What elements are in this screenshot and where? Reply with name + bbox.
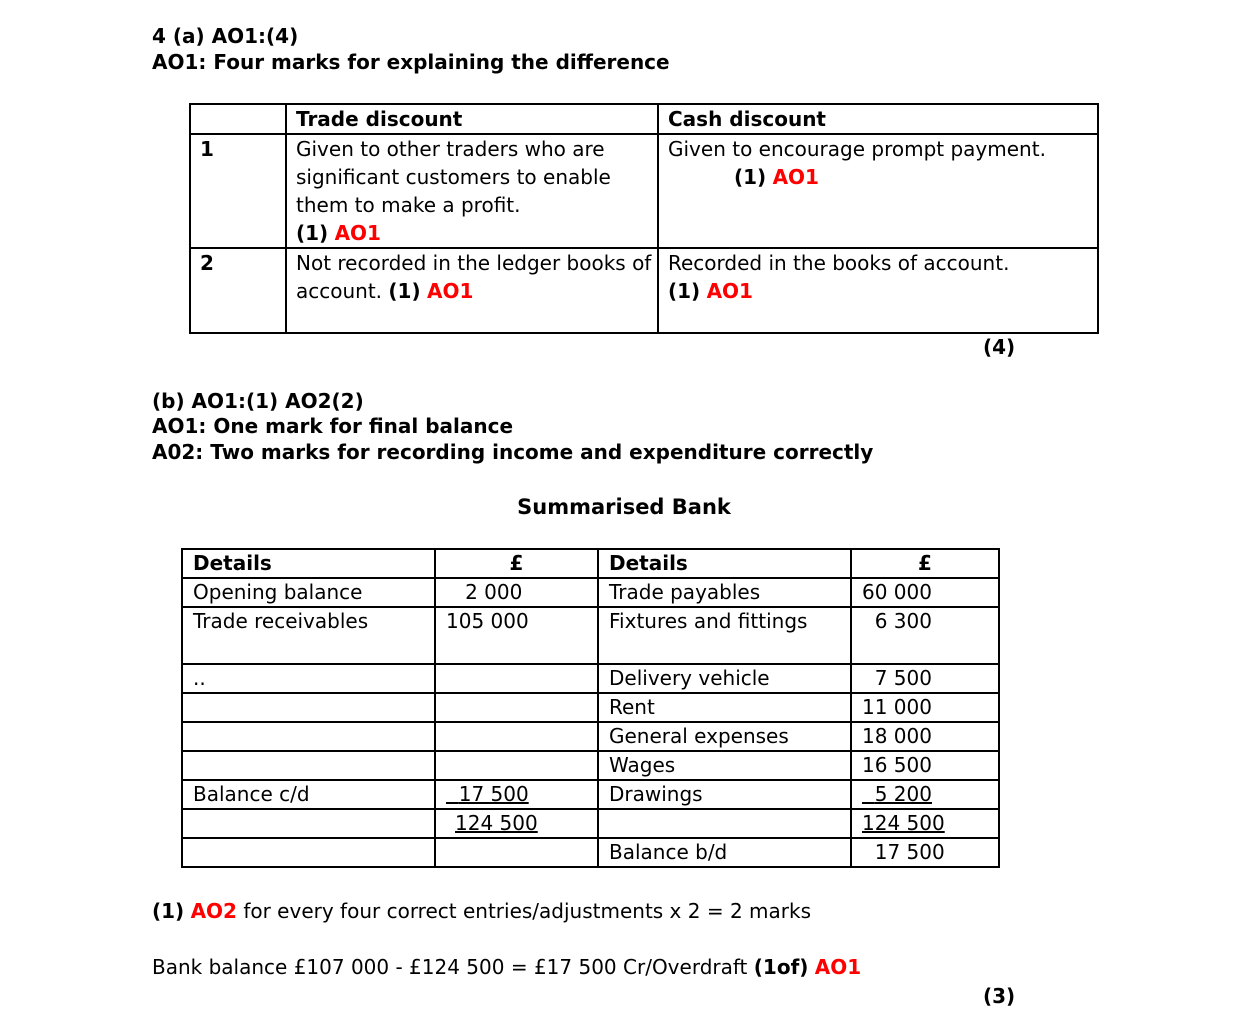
ao-label: AO2	[190, 899, 237, 923]
debit-amount	[435, 838, 598, 867]
debit-total: 124 500	[435, 809, 598, 838]
trade-cell	[286, 248, 658, 333]
debit-detail: Opening balance	[182, 578, 435, 607]
credit-detail: Wages	[598, 751, 851, 780]
credit-total: 124 500	[851, 809, 999, 838]
amount-value: 7 500	[874, 666, 932, 690]
credit-amount	[851, 780, 999, 809]
part-a-total: (4)	[983, 335, 1016, 359]
marking-note-1	[152, 897, 811, 925]
credit-amount: 60 000	[851, 578, 999, 607]
credit-detail: Fixtures and fittings	[598, 607, 851, 664]
credit-detail: Rent	[598, 693, 851, 722]
header-trade-discount: Trade discount	[286, 104, 658, 134]
header-amount: £	[851, 549, 999, 578]
credit-detail: Balance b/d	[598, 838, 851, 867]
question-heading: 4 (a) AO1:(4)	[152, 24, 299, 48]
credit-amount: 18 000	[851, 722, 999, 751]
debit-detail: Trade receivables	[182, 607, 435, 664]
credit-amount: 16 500	[851, 751, 999, 780]
amount-value: 5 200	[874, 782, 932, 806]
debit-amount	[435, 722, 598, 751]
ao-label: AO1	[706, 279, 753, 303]
trade-cell	[286, 134, 658, 248]
amount-value: 17 500	[874, 840, 945, 864]
discount-table	[189, 103, 1099, 334]
part-b-total: (3)	[983, 984, 1016, 1008]
header-details: Details	[182, 549, 435, 578]
debit-amount	[435, 751, 598, 780]
debit-amount	[435, 780, 598, 809]
credit-amount: 11 000	[851, 693, 999, 722]
credit-detail: Delivery vehicle	[598, 664, 851, 693]
debit-amount	[435, 693, 598, 722]
cash-text: Given to encourage prompt payment.	[668, 137, 1046, 161]
amount-value: 2 000	[465, 580, 523, 604]
part-b-line1: AO1: One mark for final balance	[152, 414, 514, 438]
credit-amount	[851, 838, 999, 867]
table-row	[182, 751, 999, 780]
table-row	[182, 838, 999, 867]
credit-detail: Trade payables	[598, 578, 851, 607]
credit-detail: Drawings	[598, 780, 851, 809]
table-row	[190, 134, 1098, 248]
credit-detail	[598, 809, 851, 838]
debit-amount	[435, 664, 598, 693]
header-cell	[190, 104, 286, 134]
cash-text: Recorded in the books of account.	[668, 251, 1010, 275]
ao-label: AO1	[334, 221, 381, 245]
debit-detail	[182, 751, 435, 780]
debit-amount: 105 000	[435, 607, 598, 664]
account-title: Summarised Bank	[517, 495, 731, 519]
credit-amount	[851, 607, 999, 664]
row-number: 2	[190, 248, 286, 333]
trade-text: Given to other traders who are significant customers to enable them to make a profit.	[296, 137, 611, 217]
mark: (1)	[734, 165, 767, 189]
mark: (1)	[152, 899, 185, 923]
ao-label: AO1	[814, 955, 862, 979]
debit-detail	[182, 809, 435, 838]
debit-amount	[435, 578, 598, 607]
note-text: for every four correct entries/adjustments x 2 = 2 marks	[243, 899, 811, 923]
summarised-bank-table	[181, 548, 1000, 868]
table-header-row	[182, 549, 999, 578]
table-row	[182, 693, 999, 722]
ao-label: AO1	[772, 165, 819, 189]
amount-value: 17 500	[458, 782, 529, 806]
table-row	[182, 722, 999, 751]
table-row	[190, 248, 1098, 333]
header-details: Details	[598, 549, 851, 578]
debit-detail: ..	[182, 664, 435, 693]
header-amount: £	[435, 549, 598, 578]
part-b-heading: (b) AO1:(1) AO2(2)	[152, 389, 364, 413]
table-row	[182, 780, 999, 809]
cash-cell	[658, 134, 1098, 248]
mark: (1of)	[753, 955, 809, 979]
note-text: Bank balance £107 000 - £124 500 = £17 500 Cr/Overdraft	[152, 955, 748, 979]
debit-detail	[182, 693, 435, 722]
mark: (1)	[668, 279, 701, 303]
mark: (1)	[388, 279, 421, 303]
trade-text: Not recorded in the ledger books of account.	[296, 251, 652, 303]
debit-detail	[182, 838, 435, 867]
header-cash-discount: Cash discount	[658, 104, 1098, 134]
credit-detail: General expenses	[598, 722, 851, 751]
part-b-line2: A02: Two marks for recording income and expenditure correctly	[152, 440, 874, 464]
marking-note-2	[152, 953, 861, 981]
debit-detail: Balance c/d	[182, 780, 435, 809]
credit-amount	[851, 664, 999, 693]
table-row	[182, 607, 999, 664]
mark: (1)	[296, 221, 329, 245]
table-header-row	[190, 104, 1098, 134]
debit-detail	[182, 722, 435, 751]
cash-cell	[658, 248, 1098, 333]
table-row	[182, 809, 999, 838]
table-row	[182, 578, 999, 607]
row-number: 1	[190, 134, 286, 248]
amount-value: 6 300	[874, 609, 932, 633]
question-subheading: AO1: Four marks for explaining the difference	[152, 50, 670, 74]
ao-label: AO1	[426, 279, 474, 303]
table-row	[182, 664, 999, 693]
